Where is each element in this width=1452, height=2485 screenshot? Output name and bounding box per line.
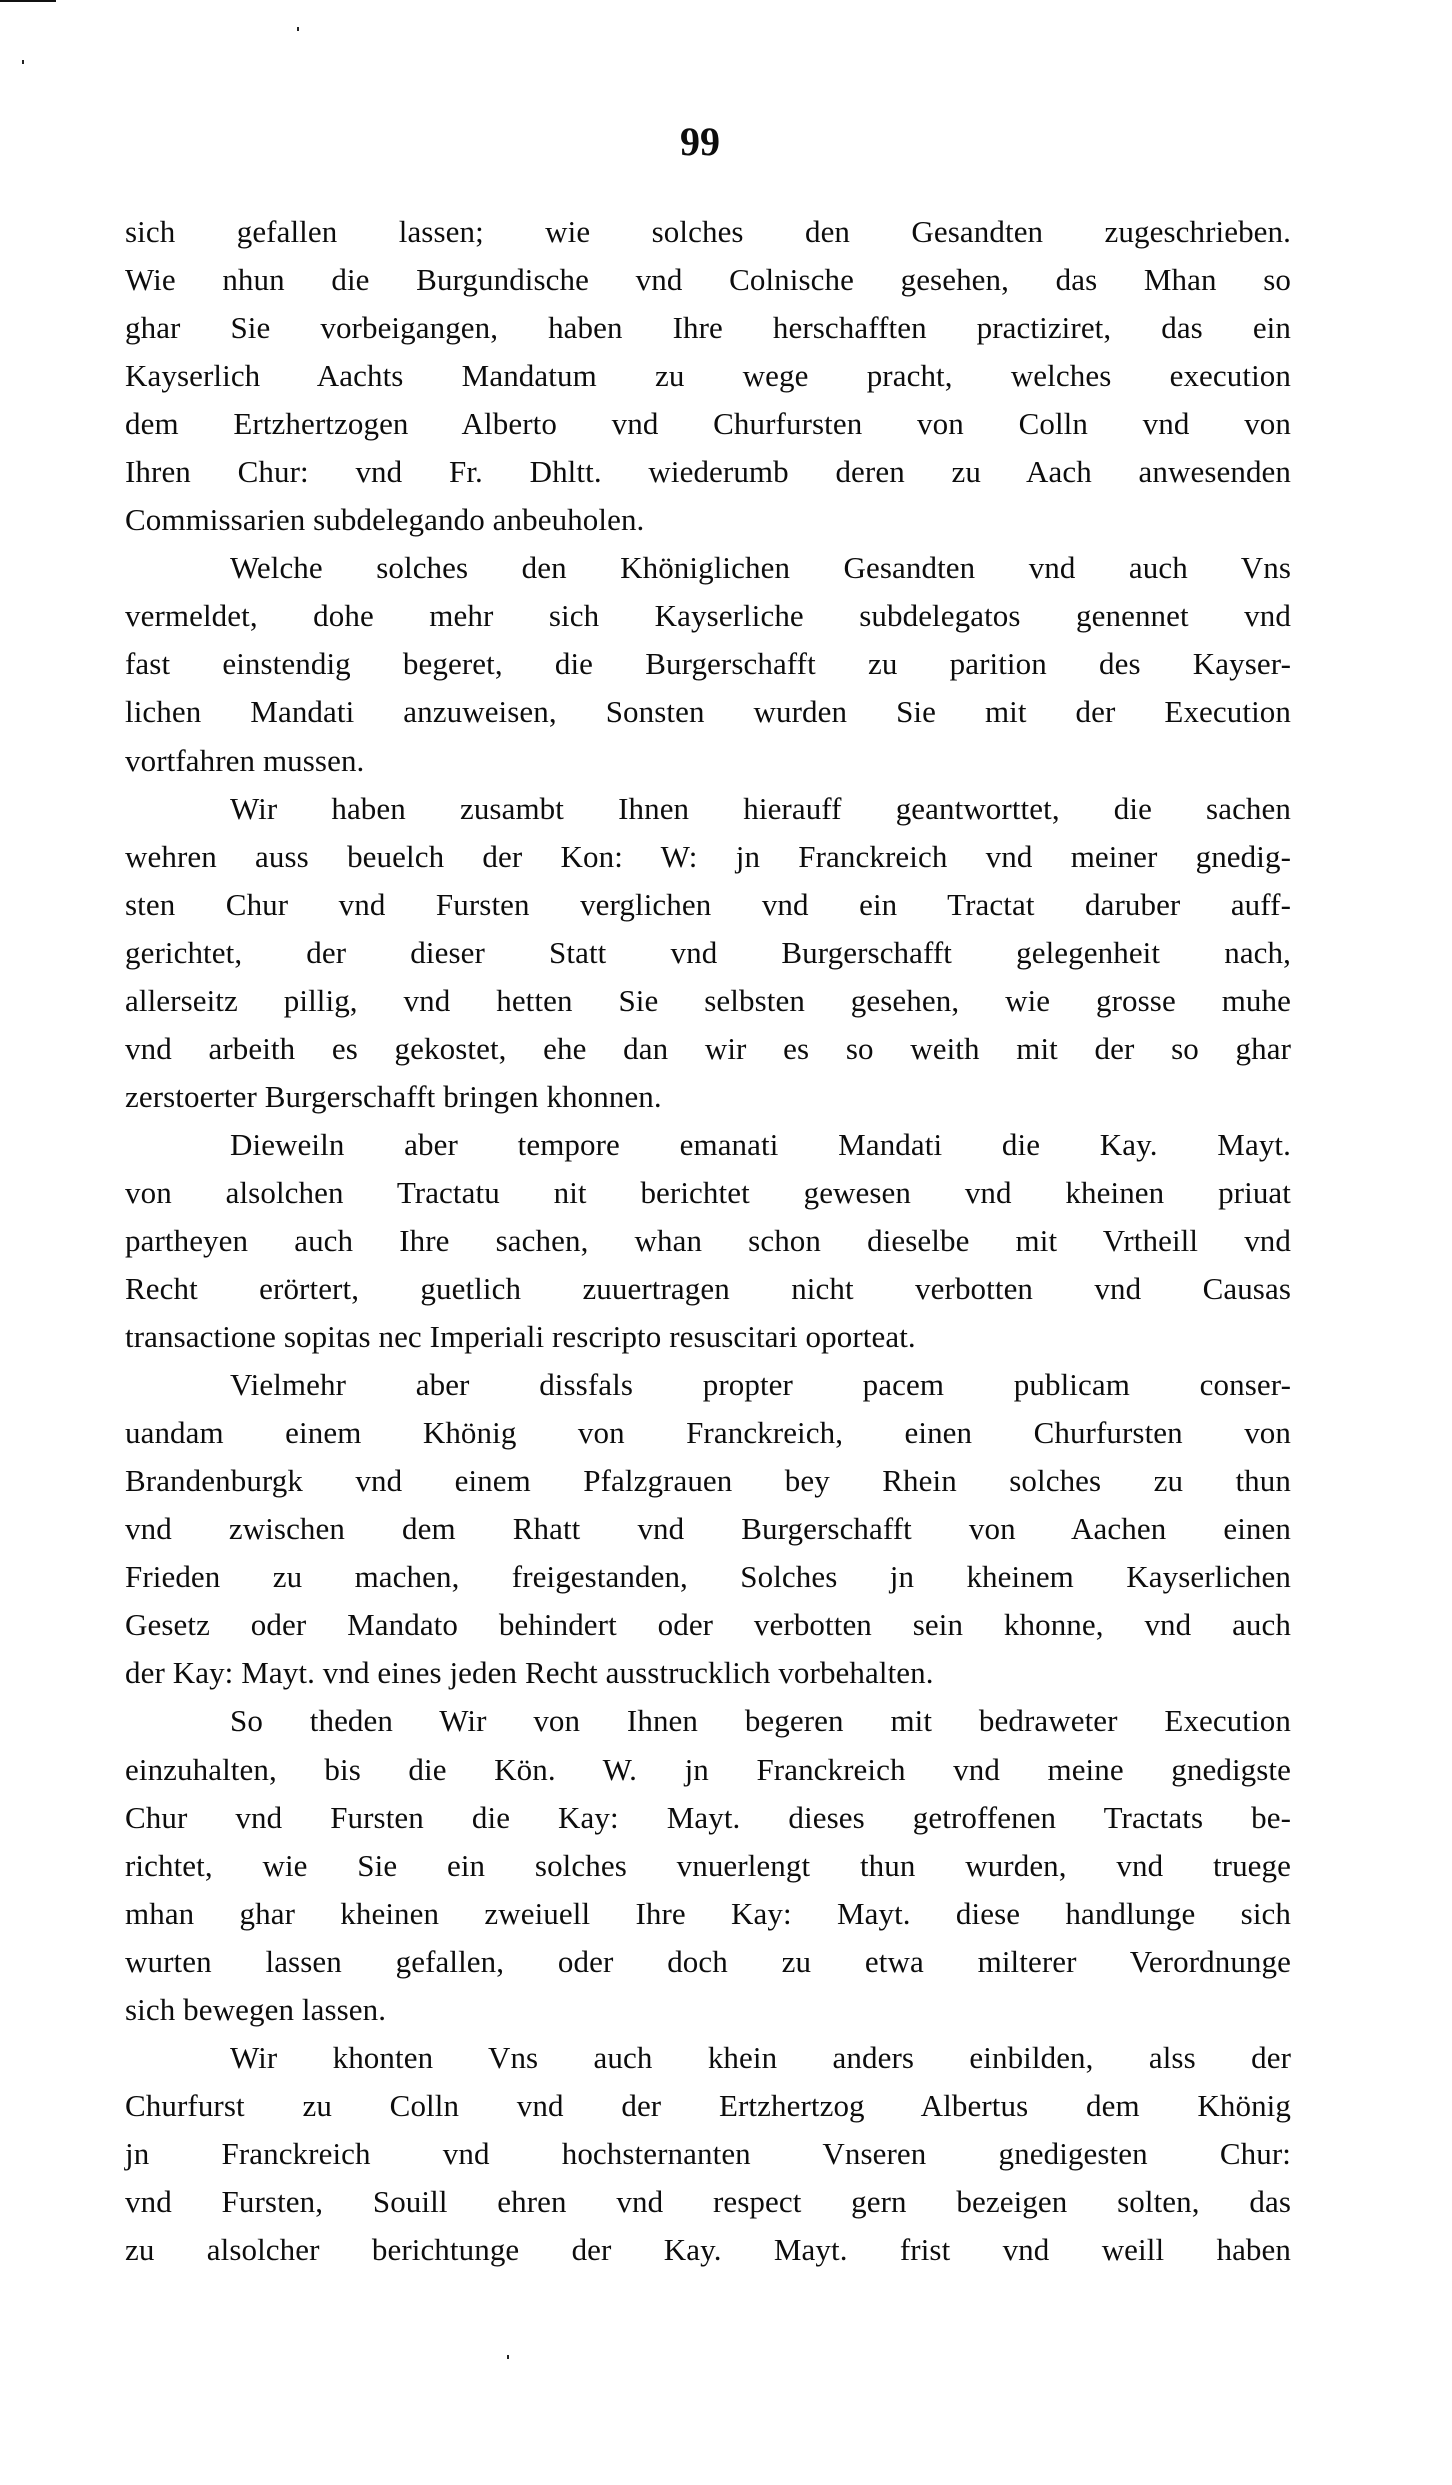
page-number: 99	[680, 119, 720, 164]
text-line: vermeldet, dohe mehr sich Kayserliche subdelegatos genennet vnd	[125, 598, 1291, 634]
text-line: Commissarien subdelegando anbeuholen.	[125, 502, 645, 538]
text-line: Wir khonten Vns auch khein anders einbilden, alss der	[230, 2039, 1291, 2075]
text-line: jn Franckreich vnd hochsternanten Vnseren gnedigesten Chur:	[125, 2135, 1291, 2171]
scan-edge-mark	[0, 0, 56, 2]
text-line: dem Ertzhertzogen Alberto vnd Churfursten von Colln vnd von	[125, 406, 1291, 442]
paragraph	[125, 1697, 1291, 2033]
text-line: vortfahren mussen.	[125, 742, 365, 778]
text-line: Wir haben zusambt Ihnen hierauff geantworttet, die sachen	[230, 790, 1291, 826]
scan-speck	[22, 60, 24, 64]
text-line: uandam einem Khönig von Franckreich, einen Churfursten von	[125, 1415, 1291, 1451]
text-line: Recht erörtert, guetlich zuuertragen nicht verbotten vnd Causas	[125, 1271, 1291, 1307]
text-line: So theden Wir von Ihnen begeren mit bedraweter Execution	[230, 1703, 1291, 1739]
text-line: sten Chur vnd Fursten verglichen vnd ein Tractat daruber auff-	[125, 886, 1291, 922]
scan-speck	[297, 27, 299, 31]
text-line: fast einstendig begeret, die Burgerschafft zu parition des Kayser-	[125, 646, 1291, 682]
text-line: wehren auss beuelch der Kon: W: jn Franckreich vnd meiner gnedig-	[125, 838, 1291, 874]
text-line: vnd arbeith es gekostet, ehe dan wir es so weith mit der so ghar	[125, 1030, 1291, 1066]
text-line: richtet, wie Sie ein solches vnuerlengt thun wurden, vnd truege	[125, 1847, 1291, 1883]
text-line: sich bewegen lassen.	[125, 1991, 387, 2027]
text-line: Wie nhun die Burgundische vnd Colnische gesehen, das Mhan so	[125, 262, 1291, 298]
text-line: einzuhalten, bis die Kön. W. jn Franckreich vnd meine gnedigste	[125, 1751, 1291, 1787]
paragraph	[125, 1361, 1291, 1697]
text-line: lichen Mandati anzuweisen, Sonsten wurden Sie mit der Execution	[125, 694, 1291, 730]
paragraph	[125, 544, 1291, 784]
text-line: Gesetz oder Mandato behindert oder verbotten sein khonne, vnd auch	[125, 1607, 1291, 1643]
text-line: allerseitz pillig, vnd hetten Sie selbsten gesehen, wie grosse muhe	[125, 982, 1291, 1018]
text-line: Chur vnd Fursten die Kay: Mayt. dieses getroffenen Tractats be-	[125, 1799, 1291, 1835]
paragraph	[125, 1121, 1291, 1361]
paragraph	[125, 2034, 1291, 2274]
text-line: Brandenburgk vnd einem Pfalzgrauen bey Rhein solches zu thun	[125, 1463, 1291, 1499]
paragraph	[125, 785, 1291, 1121]
text-line: sich gefallen lassen; wie solches den Gesandten zugeschrieben.	[125, 214, 1291, 249]
text-line: mhan ghar kheinen zweiuell Ihre Kay: Mayt. diese handlunge sich	[125, 1895, 1291, 1931]
text-line: Kayserlich Aachts Mandatum zu wege pracht, welches execution	[125, 358, 1291, 394]
text-line: Frieden zu machen, freigestanden, Solches jn kheinem Kayserlichen	[125, 1559, 1291, 1595]
text-line: Ihren Chur: vnd Fr. Dhltt. wiederumb deren zu Aach anwesenden	[125, 454, 1291, 490]
text-line: partheyen auch Ihre sachen, whan schon dieselbe mit Vrtheill vnd	[125, 1222, 1291, 1258]
text-line: Vielmehr aber dissfals propter pacem publicam conser-	[230, 1367, 1291, 1403]
text-line: Churfurst zu Colln vnd der Ertzhertzog Albertus dem Khönig	[125, 2087, 1291, 2123]
text-line: Dieweiln aber tempore emanati Mandati die Kay. Mayt.	[230, 1126, 1291, 1162]
text-line: zerstoerter Burgerschafft bringen khonnen.	[125, 1078, 662, 1114]
text-line: zu alsolcher berichtunge der Kay. Mayt. frist vnd weill haben	[125, 2231, 1291, 2267]
text-line: von alsolchen Tractatu nit berichtet gewesen vnd kheinen priuat	[125, 1174, 1291, 1210]
text-line: wurten lassen gefallen, oder doch zu etwa milterer Verordnunge	[125, 1943, 1291, 1979]
text-line: transactione sopitas nec Imperiali rescripto resuscitari oporteat.	[125, 1319, 916, 1355]
paragraph	[125, 208, 1291, 544]
scan-speck	[507, 2355, 509, 2359]
text-line: ghar Sie vorbeigangen, haben Ihre herschafften practiziret, das ein	[125, 310, 1291, 346]
text-line: vnd zwischen dem Rhatt vnd Burgerschafft von Aachen einen	[125, 1511, 1291, 1547]
body-text	[125, 208, 1291, 2274]
text-line: vnd Fursten, Souill ehren vnd respect gern bezeigen solten, das	[125, 2183, 1291, 2219]
text-line: gerichtet, der dieser Statt vnd Burgerschafft gelegenheit nach,	[125, 934, 1291, 970]
text-line: der Kay: Mayt. vnd eines jeden Recht ausstrucklich vorbehalten.	[125, 1655, 934, 1691]
text-line: Welche solches den Khöniglichen Gesandten vnd auch Vns	[230, 550, 1291, 586]
